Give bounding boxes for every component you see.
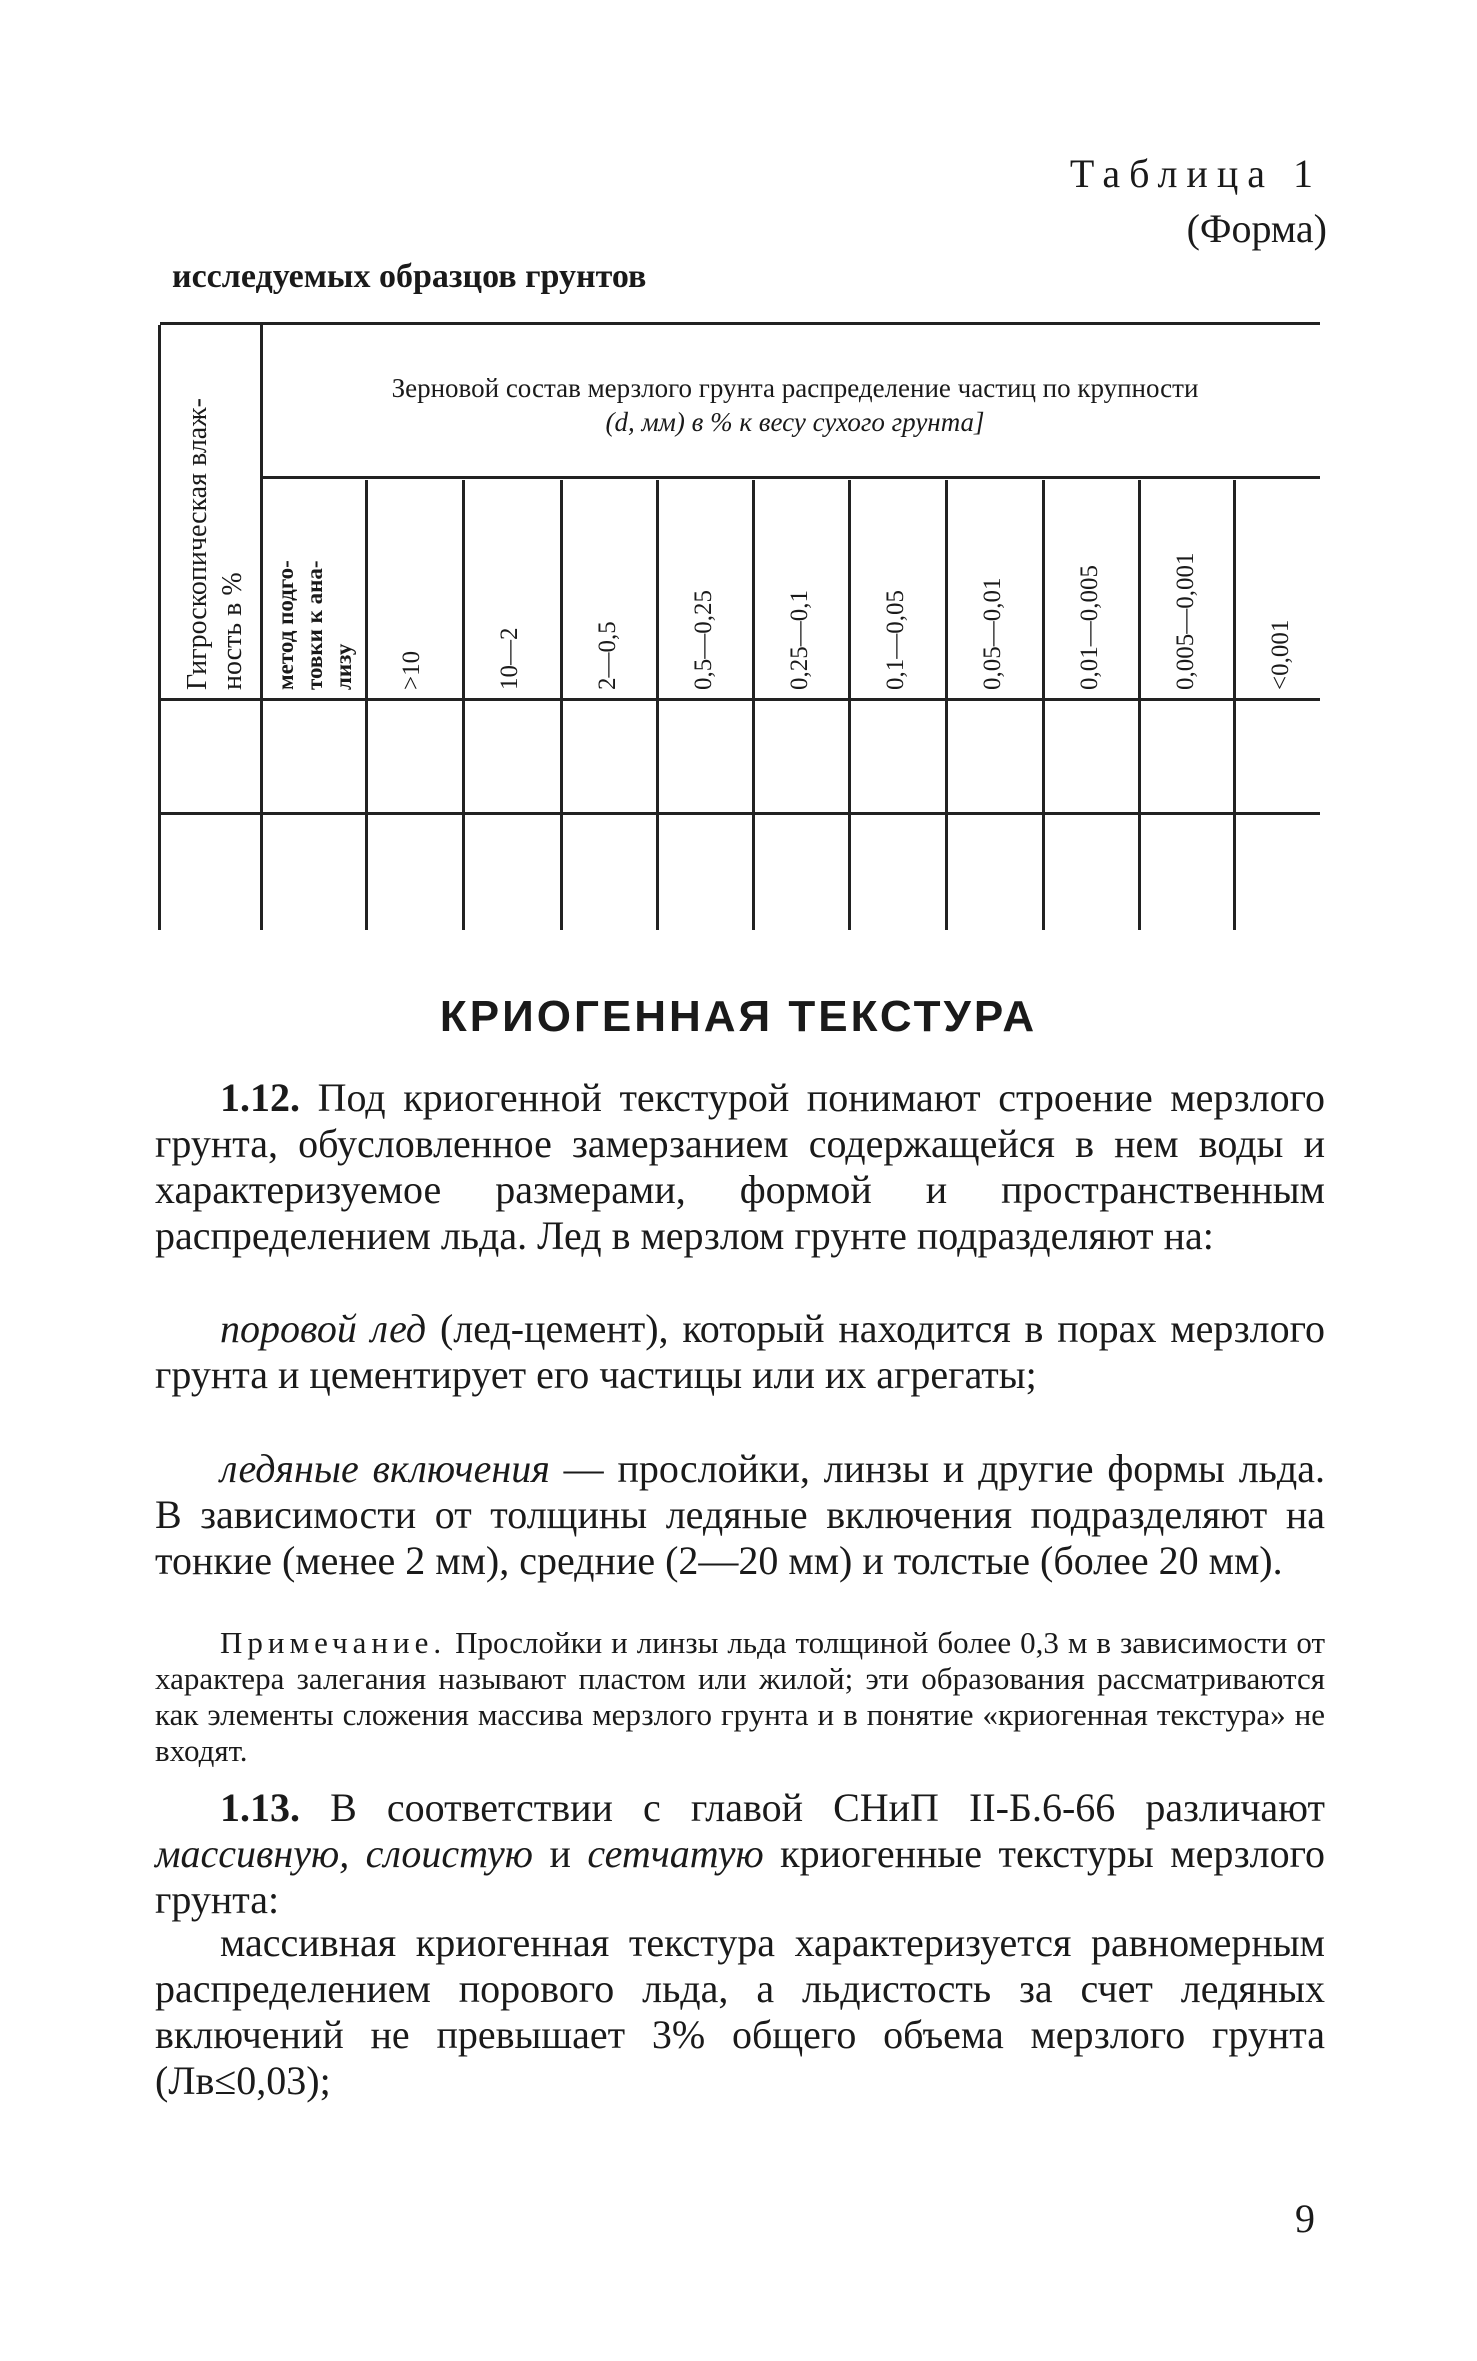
fraction-label: 0,25—0,1: [786, 590, 813, 690]
table-col-sep: [560, 480, 563, 930]
table-caption: исследуемых образцов грунтов: [172, 258, 647, 295]
note-text: Прослойки и линзы льда толщиной более 0,3 м в зависимости от характера залегания называют пластом или жилой; эти образования рассматриваются как элементы сложения массива мерзлого грунта и в понятие «криогенная текстура» не входят.: [155, 1625, 1325, 1768]
fraction-label: >10: [398, 650, 425, 690]
fraction-label: <0,001: [1267, 619, 1294, 690]
fraction-label: 0,005—0,001: [1172, 552, 1199, 690]
clause-number: 1.12.: [220, 1075, 300, 1120]
section-heading: КРИОГЕННАЯ ТЕКСТУРА: [439, 992, 1038, 1041]
paragraph-text: В соответствии с главой СНиП II-Б.6-66 различают: [330, 1785, 1326, 1830]
term-ice-inclusions: ледяные включения: [220, 1446, 550, 1491]
table-col-sep: [462, 480, 465, 930]
table-col-sep: [1233, 480, 1236, 930]
grain-composition-header: Зерновой состав мерзлого грунта распределение частиц по крупности (d, мм) в % к весу сухого грунта]: [391, 373, 1199, 437]
paragraph-text: и: [532, 1831, 588, 1876]
paragraph-pore-ice: [155, 1306, 1325, 1398]
table-header-bottom-rule: [160, 698, 1320, 701]
note-label: Примечание.: [220, 1625, 447, 1660]
table-col-sep: [1138, 480, 1141, 930]
table-top-rule: [160, 322, 1320, 325]
fraction-label: 0,1—0,05: [882, 590, 909, 690]
clause-number: 1.13.: [220, 1785, 300, 1830]
fraction-label: 0,05—0,01: [979, 577, 1006, 690]
paragraph-text: криогенные текстуры мерзлого грунта:: [155, 1831, 1326, 1922]
prep-method-header: метод подго- товки к ана- лизу: [273, 560, 356, 690]
paragraph-1-12: [155, 1075, 1325, 1259]
term-reticulate: сетчатую: [587, 1831, 764, 1876]
table-row1-bottom-rule: [160, 812, 1320, 815]
fraction-label: 0,01—0,005: [1076, 565, 1103, 690]
fraction-label: 2—0,5: [594, 621, 621, 690]
footnote: [155, 1625, 1325, 1769]
table-col-sep: [945, 480, 948, 930]
paragraph-ice-inclusions: [155, 1446, 1325, 1584]
table-col-sep: [365, 480, 368, 930]
page-number: 9: [1295, 2196, 1315, 2241]
table-border-left: [158, 325, 161, 930]
paragraph-massive-texture: [155, 1920, 1325, 2104]
fraction-label: 0,5—0,25: [690, 590, 717, 690]
fraction-label: 10—2: [496, 627, 523, 690]
paragraph-text: массивная криогенная текстура характеризуется равномерным распределением порового льда, а льдистость за счет ледяных включений не превышает 3% общего объема мерзлого грунта (Лв≤0,03);: [155, 1920, 1325, 2103]
paragraph-text: Под криогенной текстурой понимают строение мерзлого грунта, обусловленное замерзанием содержащейся в нем воды и характеризуемое размерами, формой и пространственным распределением льда. Лед в мерзлом грунте подразделяют на:: [155, 1075, 1326, 1258]
paragraph-text: (лед-цемент), который находится в порах мерзлого грунта и цементирует его частицы или их агрегаты;: [155, 1306, 1326, 1397]
term-massive-layered: массивную, слоистую: [155, 1831, 533, 1876]
hygroscopic-moisture-header: Гигроскопическая влаж- ность в %: [182, 398, 248, 690]
table-sub-rule: [262, 476, 1320, 479]
table-label: Таблица 1: [1069, 151, 1322, 196]
paragraph-1-13: [155, 1785, 1325, 1923]
table-col-sep: [1042, 480, 1045, 930]
table-col-sep: [260, 325, 263, 930]
table-col-sep: [848, 480, 851, 930]
paragraph-text: — прослойки, линзы и другие формы льда. В зависимости от толщины ледяные включения подразделяют на тонкие (менее 2 мм), средние (2—20 мм) и толстые (более 20 мм).: [155, 1446, 1325, 1583]
table-col-sep: [752, 480, 755, 930]
table-col-sep: [656, 480, 659, 930]
term-pore-ice: поровой лед: [220, 1306, 427, 1351]
table-form-note: (Форма): [1186, 206, 1327, 251]
